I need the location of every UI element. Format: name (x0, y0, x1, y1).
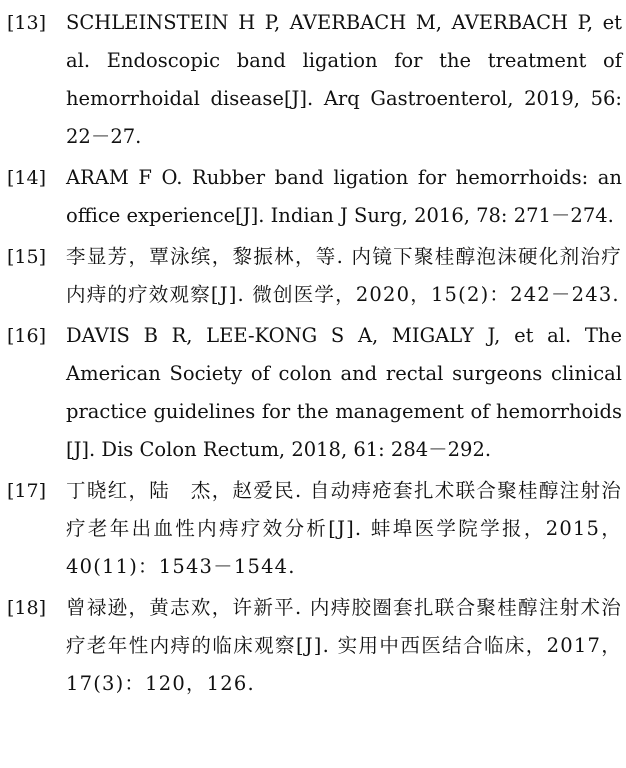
reference-number: [13] (7, 12, 47, 34)
reference-item (0, 317, 626, 469)
reference-item (0, 159, 626, 235)
reference-number: [17] (7, 480, 47, 502)
reference-item (0, 238, 626, 314)
reference-text: 李显芳，覃泳缤，黎振林，等. 内镜下聚桂醇泡沫硬化剂治疗内痔的疗效观察[J]. 微创医学，2020，15(2)：242－243. (66, 245, 622, 306)
reference-number: [14] (7, 167, 47, 189)
reference-item (0, 472, 626, 586)
reference-text: DAVIS B R, LEE-KONG S A, MIGALY J, et al. The American Society of colon and rectal surgeons clinical practice guidelines for the management of hemorrhoids [J]. Dis Colon Rectum, 2018, 61: 284－292. (66, 324, 622, 461)
reference-number: [18] (7, 597, 47, 619)
reference-text: SCHLEINSTEIN H P, AVERBACH M, AVERBACH P, et al. Endoscopic band ligation for the treatment of hemorrhoidal disease[J]. Arq Gastroenterol, 2019, 56: 22－27. (66, 11, 622, 148)
reference-text: 丁晓红，陆 杰，赵爱民. 自动痔疮套扎术联合聚桂醇注射治疗老年出血性内痔疗效分析[J]. 蚌埠医学院学报，2015，40(11)：1543－1544. (66, 479, 622, 578)
reference-item (0, 589, 626, 703)
reference-item (0, 4, 626, 156)
reference-text: ARAM F O. Rubber band ligation for hemorrhoids: an office experience[J]. Indian J Surg, 2016, 78: 271－274. (66, 166, 622, 227)
reference-number: [16] (7, 325, 47, 347)
reference-text: 曾禄逊，黄志欢，许新平. 内痔胶圈套扎联合聚桂醇注射术治疗老年性内痔的临床观察[J]. 实用中西医结合临床，2017，17(3)：120，126. (66, 596, 622, 695)
reference-number: [15] (7, 246, 47, 268)
